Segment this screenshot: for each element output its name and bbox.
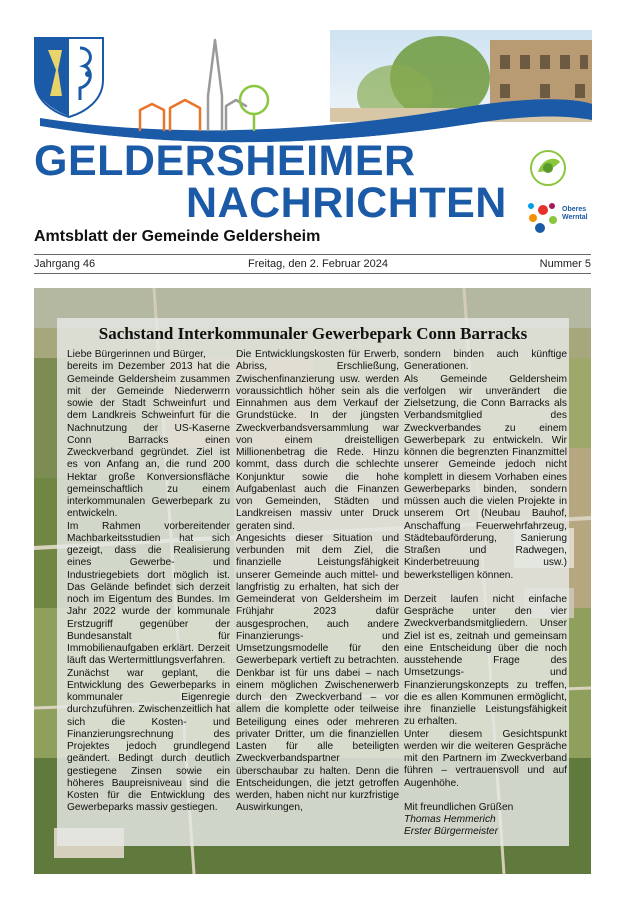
paragraph: Als Gemeinde Geldersheim verfolgen wir unverändert die Zielsetzung, die Conn Barracks als Verbandsmitglied des Zweckverbandes zu einem Gewerbepark zu entwickeln. Wir können die begrenzten Finanzmittel unserer Gemeinde jedoch nicht komplett in diesem Vorhaben eines Gewerbeparks binden, sondern müssen auch die vielen Projekte in unserem Ort (Neubau Bauhof, Anschaffung Feuerwehrfahrzeug, Städtebauförderung, Sanierung Straßen und Radwegen, Kinderbetreuung usw.) bewerkstelligen können. (404, 373, 567, 581)
date-label: Freitag, den 2. Februar 2024 (248, 258, 389, 270)
oberes-werntal-logo (528, 203, 557, 233)
masthead-subtitle: Amtsblatt der Gemeinde Geldersheim (34, 228, 321, 245)
coat-of-arms (35, 38, 103, 117)
closing-greeting: Mit freundlichen Grüßen (404, 801, 514, 813)
eco-logo (531, 151, 565, 185)
article-column-3 (404, 349, 567, 839)
issue-info-bar (34, 254, 591, 274)
paragraph: Derzeit laufen nicht einfache Gespräche unter den vier Zweckverbandsmitgliedern. Unser Ziel ist es, zeitnah und gemeinsam eine Entscheidung über die noch ausstehende Frage des Umsetzungs- und Finanzierungskonzepts zu treffen, die es allen Kommunen ermöglicht, ihre finanzielle Leistungsfähigkeit zu erhalten. (404, 593, 567, 728)
paragraph: sondern binden auch künftige Generationen. (404, 349, 567, 373)
masthead (0, 0, 625, 250)
issue-number-label: Nummer 5 (539, 258, 591, 270)
paragraph: Unter diesem Gesichtspunkt werden wir die weiteren Gespräche mit den Partnern im Zweckverband führen – vertrauensvoll und auf Augenhöhe. (404, 728, 567, 789)
article-column-1 (67, 349, 230, 815)
article-column-2 (236, 349, 399, 815)
signer-role: Erster Bürgermeister (404, 826, 498, 838)
paragraph: Zunächst war geplant, die Entwicklung des Gewerbeparks in kommunaler Eigenregie durchzuführen. Zwischenzeitlich hat sich die Kosten- und Finanzierungsrechnung des Projektes jedoch grundlegend geändert. Bedingt durch deutlich gestiegene Zinsen sowie ein höheres Baupreisniveau sind die Kosten für die Entwicklung des Gewerbeparks massiv gestiegen. (67, 667, 230, 814)
masthead-title-line1: GELDERSHEIMER (34, 137, 416, 185)
volume-label: Jahrgang 46 (34, 258, 96, 270)
paragraph: Liebe Bürgerinnen und Bürger, (67, 349, 206, 360)
paragraph: Die Entwicklungskosten für Erwerb, Abriss, Erschließung, Zwischenfinanzierung usw. werden voraussichtlich höher sein als die Einnahmen aus dem Verkauf der Grundstücke. In der jüngsten Zweckverbandsversammlung war von einem dreistelligen Millionenbetrag die Rede. Hinzu kommt, dass durch die schlechte Konjunktur sowie die hohe Aufgabenlast auch die Finanzen von Gemeinden, Städten und Landkreisen massiv unter Druck geraten sind. (236, 349, 399, 532)
skyline-drawing (140, 40, 268, 130)
article-title: Sachstand Interkommunaler Gewerbepark Conn Barracks (98, 324, 528, 343)
paragraph: bereits im Dezember 2013 hat die Gemeinde Geldersheim zusammen mit der Gemeinde Niederwerrn sowie der Stadt Schweinfurt und dem Landkreis Schweinfurt für die Nachnutzung der US-Kaserne Conn Barracks einen Zweckverband gegründet. Ziel ist es von Anfang an, die rund 200 Hektar große Konversionsfläche gemeinschaftlich zu einem interkommunalen Gewerbepark zu entwickeln. (67, 361, 230, 520)
paragraph: Angesichts dieser Situation und verbunden mit dem Ziel, die finanzielle Leistungsfähigkeit unserer Gemeinde auch mittel- und langfristig zu erhalten, hat sich der Gemeinderat von Geldersheim im Frühjahr 2023 dafür ausgesprochen, auch andere Finanzierungs- und Umsetzungsmodelle für den Gewerbepark vertieft zu betrachten. Denkbar ist für uns dabei – nach einem möglichen Zwischenerwerb durch den Zweckverband – vor allem die komplette oder teilweise Beteiligung eines oder mehreren privater Dritter, um die finanziellen Lasten für alle beteiligten Zweckverbandspartner überschaubar zu halten. Denn die Entscheidungen, die jetzt getroffen werden, haben nicht nur kurzfristige Auswirkungen, (236, 532, 399, 814)
masthead-title-line2: NACHRICHTEN (186, 179, 507, 227)
signer-name: Thomas Hemmerich (404, 814, 496, 825)
paragraph: Im Rahmen vorbereitender Machbarkeitsstudien hat sich gezeigt, dass die Realisierung eines Gewerbe- und Industriegebiets dort möglich ist. Das Gelände befindet sich derzeit noch im Eigentum des Bundes. Im Jahr 2022 wurde der kommunale Erstzugriff gegenüber der Bundesanstalt für Immobilienaufgaben erklärt. Derzeit läuft das Wertermittlungsverfahren. (67, 520, 230, 667)
oberes-werntal-label: Oberes Werntal (562, 206, 588, 221)
